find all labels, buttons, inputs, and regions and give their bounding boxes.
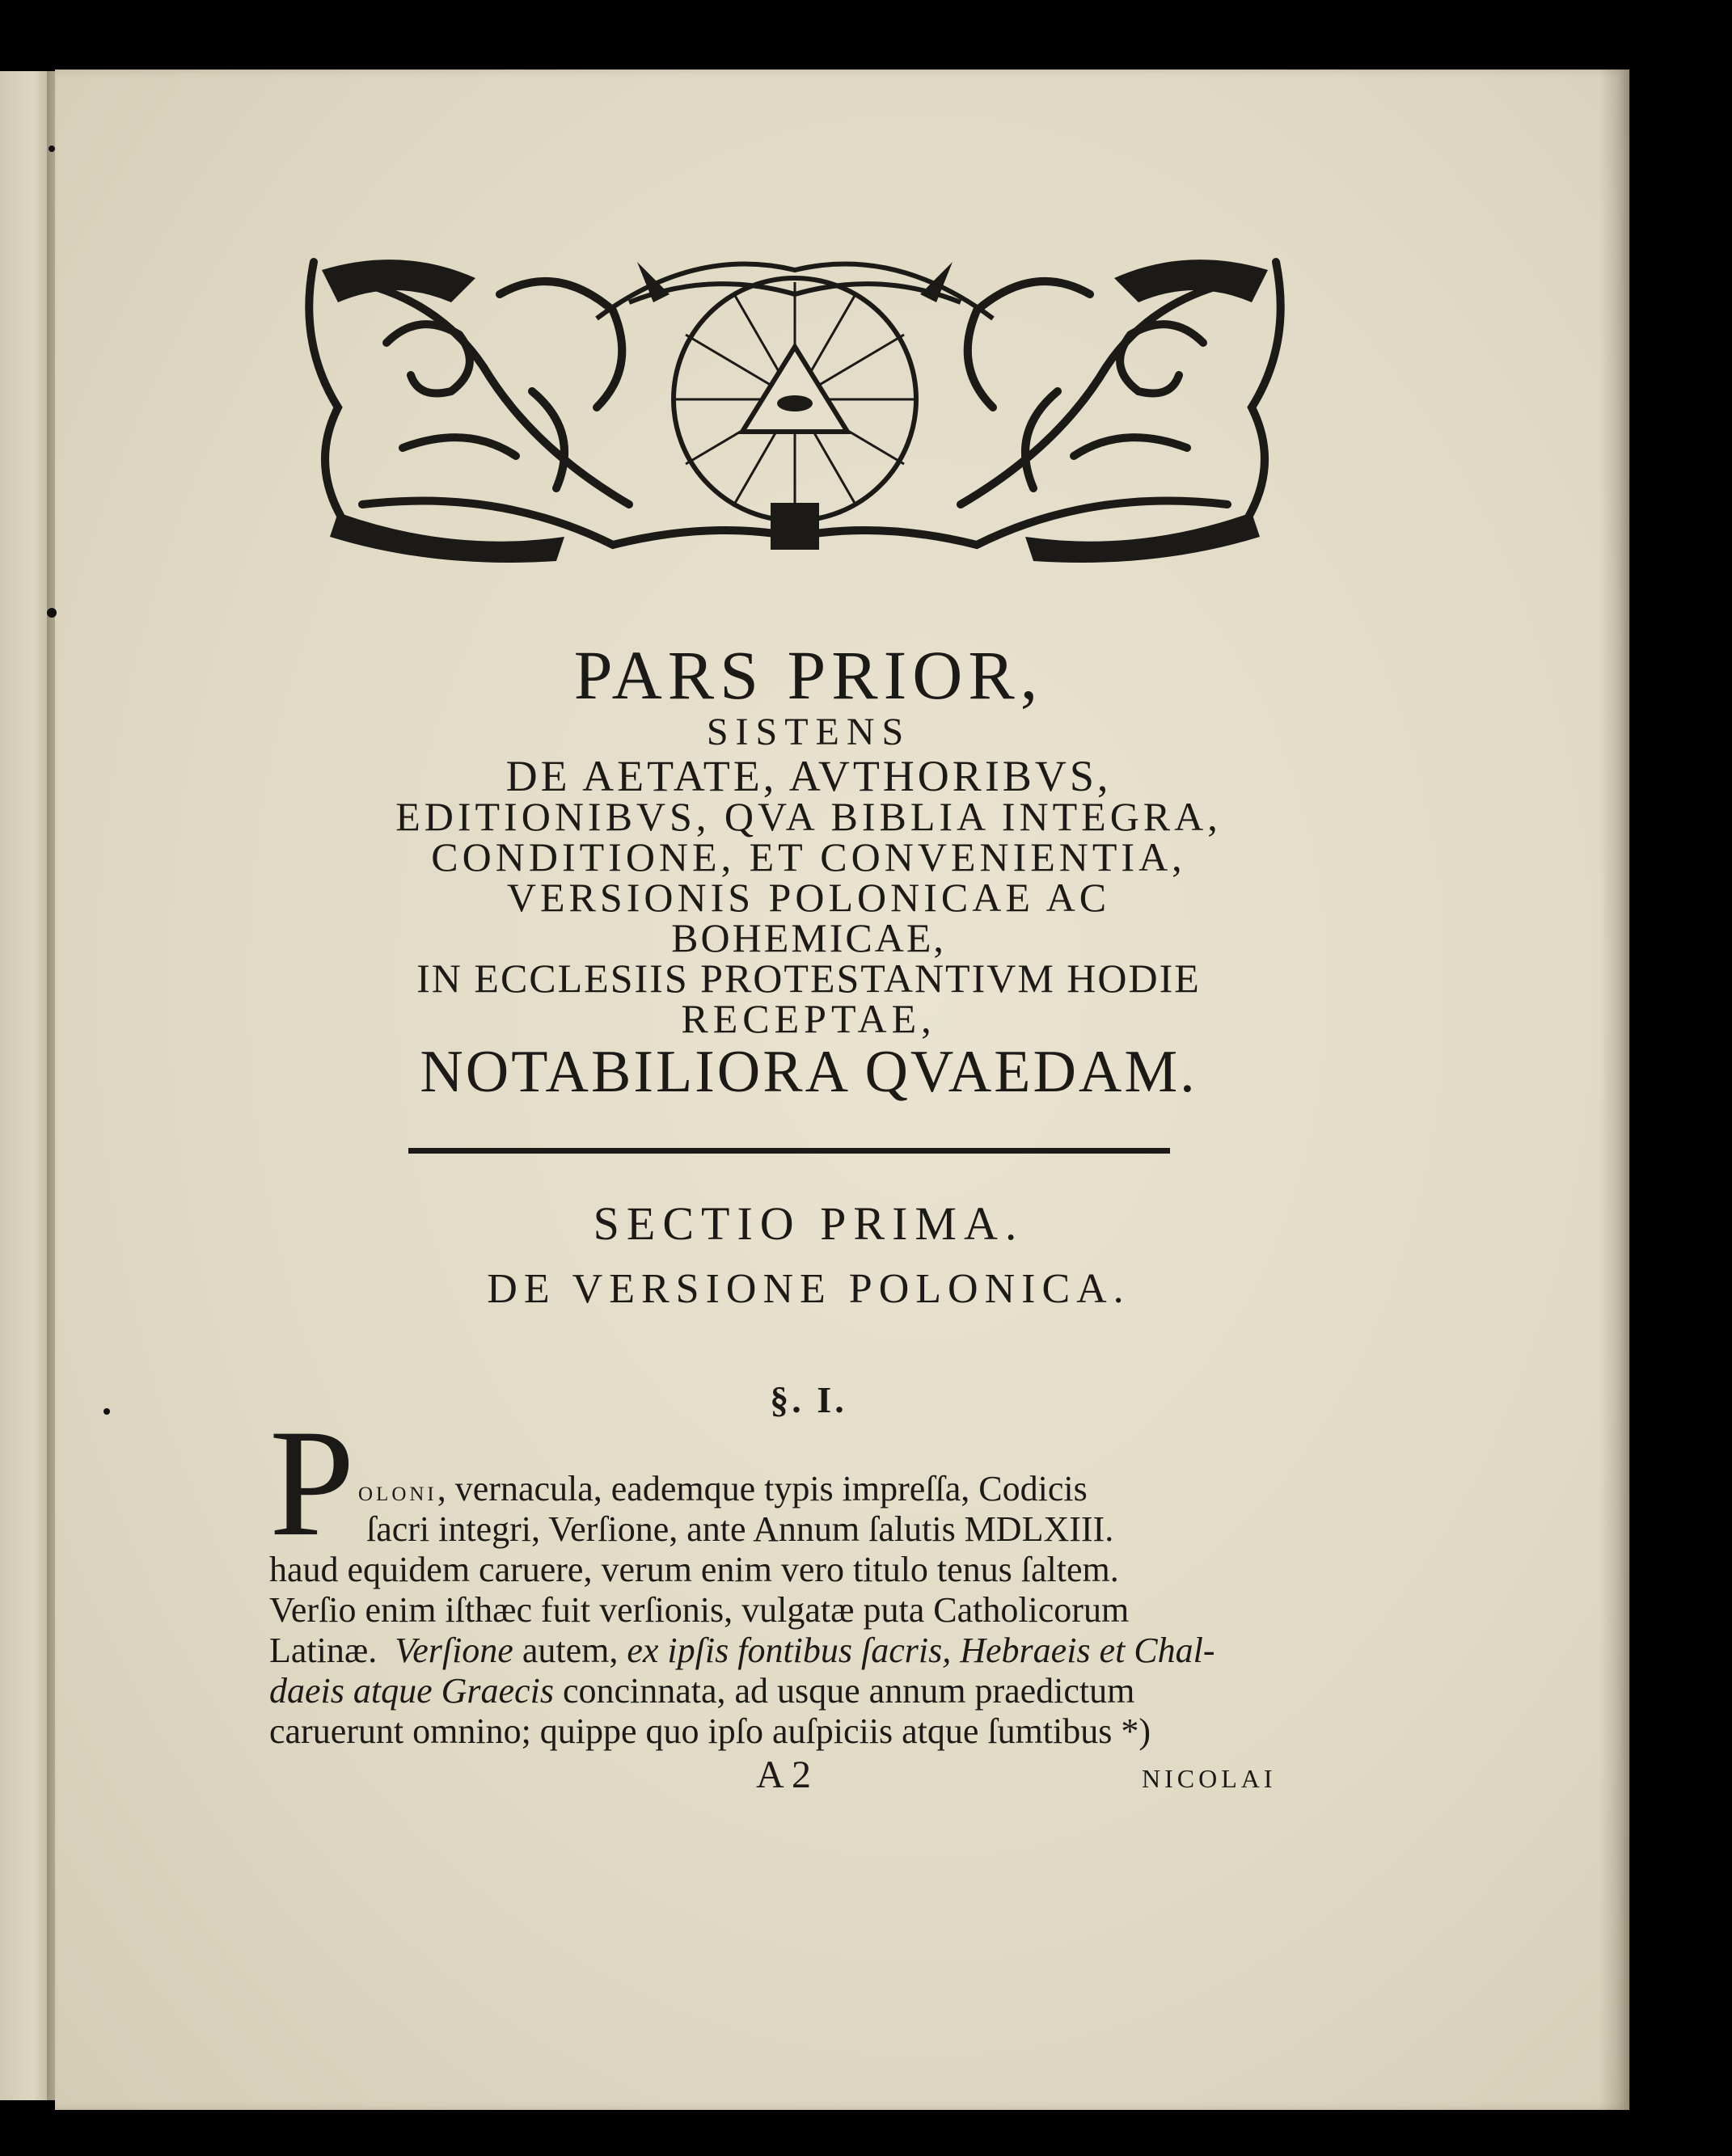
drop-cap: P (269, 1399, 355, 1568)
text-line: caruerunt omnino; quippe quo ipſo auſpiciis atque ſumtibus *) (269, 1711, 1151, 1751)
text-span: , vernacula, eademque typis impreſſa, Codicis (437, 1469, 1088, 1508)
headpiece-ornament (289, 246, 1300, 569)
subtitle-line: RECEPTAE, (681, 996, 936, 1041)
section-heading: SECTIO PRIMA. (593, 1197, 1024, 1250)
margin-speck (103, 1408, 110, 1415)
subtitle-line: DE AETATE, AVTHORIBVS, (505, 752, 1112, 800)
page-edge-shadow (1599, 70, 1630, 2110)
text-line (269, 1631, 1215, 1671)
text-span: autem, (513, 1631, 627, 1670)
subtitle-line: VERSIONIS POLONICAE AC (506, 875, 1111, 920)
text-line: Verſio enim iſthæc fuit verſionis, vulgatæ puta Catholicorum (269, 1590, 1130, 1630)
paragraph-mark: §. I. (770, 1379, 847, 1420)
horizontal-rule (408, 1148, 1170, 1154)
catchword: NICOLAI (1142, 1764, 1277, 1793)
italic-span: ex ipſis fontibus ſacris, Hebraeis et Chal- (627, 1631, 1215, 1670)
signature-mark: A 2 (756, 1753, 812, 1796)
subtitle-line: CONDITIONE, ET CONVENIENTIA, (431, 834, 1186, 880)
text-span: Latinæ. (269, 1631, 378, 1670)
notabiliora-line: NOTABILIORA QVAEDAM. (420, 1039, 1198, 1105)
text-line (358, 1469, 1088, 1511)
subtitle-line: EDITIONIBVS, QVA BIBLIA INTEGRA, (395, 794, 1222, 839)
text-line: haud equidem caruere, verum enim vero titulo tenus ſaltem. (269, 1550, 1119, 1589)
part-title: PARS PRIOR, (573, 636, 1044, 714)
sistens-line: SISTENS (706, 711, 911, 753)
subtitle-line: BOHEMICAE, (671, 915, 946, 960)
section-subheading: DE VERSIONE POLONICA. (487, 1266, 1130, 1312)
small-caps-word: oloni (358, 1475, 437, 1507)
text-span: concinnata, ad usque annum praedictum (553, 1671, 1135, 1711)
text-line (269, 1671, 1134, 1711)
italic-span: Verſione (395, 1631, 513, 1670)
margin-speck (47, 608, 57, 618)
italic-span: daeis atque Graecis (269, 1671, 554, 1711)
margin-speck (49, 146, 55, 152)
text-line: ſacri integri, Verſione, ante Annum ſalutis MDLXIII. (366, 1509, 1114, 1549)
subtitle-line: IN ECCLESIIS PROTESTANTIVM HODIE (416, 956, 1201, 1001)
